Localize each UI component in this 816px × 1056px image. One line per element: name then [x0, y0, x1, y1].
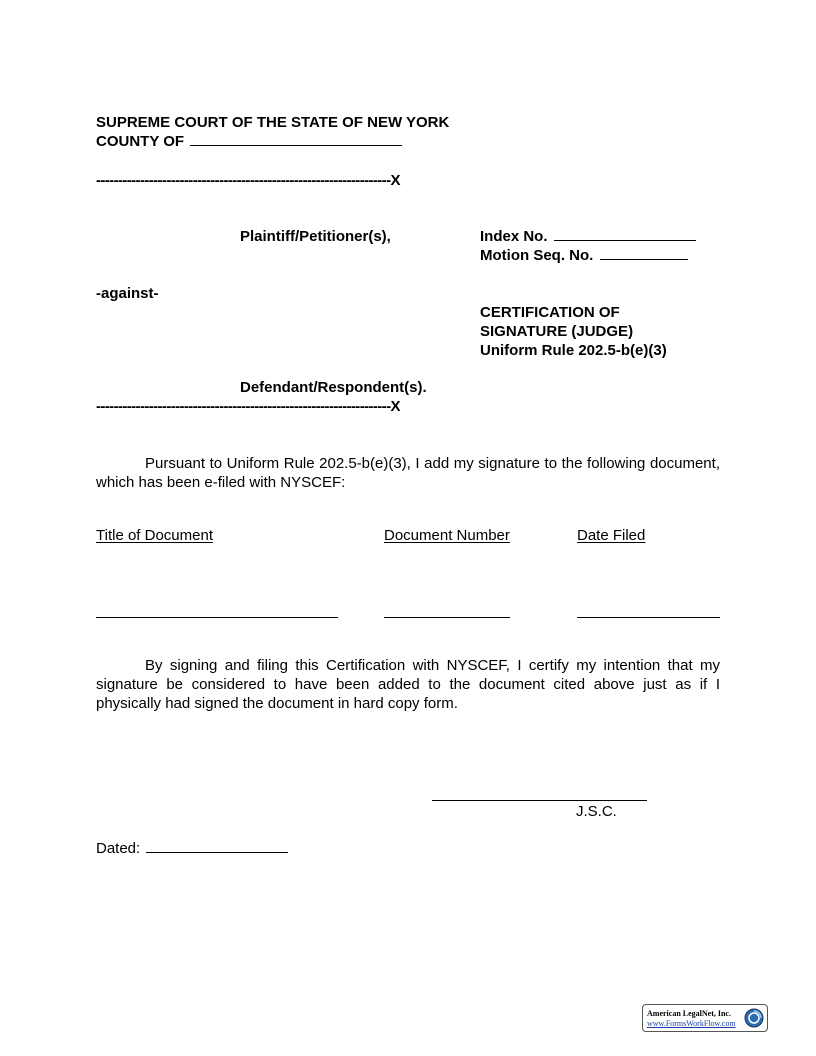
certification-rule: Uniform Rule 202.5-b(e)(3) — [480, 342, 667, 359]
index-number-label: Index No. — [480, 228, 548, 245]
paragraph-pursuant-text: Pursuant to Uniform Rule 202.5-b(e)(3), I add my signature to the following document, which has been e-filed with NYSCEF: — [96, 455, 720, 491]
index-number-line — [480, 228, 696, 245]
column-date-filed: Date Filed — [577, 527, 646, 544]
caption-bottom-divider: -------------------------------------------------------------------X — [96, 398, 400, 415]
certification-title-2: SIGNATURE (JUDGE) — [480, 323, 634, 340]
logo-url[interactable]: www.FormsWorkFlow.com — [647, 1019, 736, 1028]
judge-signature-line[interactable] — [432, 800, 647, 801]
dated-label: Dated: — [96, 840, 141, 857]
index-number-blank[interactable] — [554, 228, 696, 241]
caption-top-divider: -------------------------------------------------------------------X — [96, 172, 400, 189]
column-title-of-document: Title of Document — [96, 527, 213, 544]
column-document-number: Document Number — [384, 527, 510, 544]
jsc-label: J.S.C. — [576, 803, 617, 820]
paragraph-certify-text: By signing and filing this Certification with NYSCEF, I certify my intention that my signature be considered to have been added to the document cited above just as if I physically had signed the document in hard copy form. — [96, 657, 720, 712]
court-name: SUPREME COURT OF THE STATE OF NEW YORK — [96, 114, 450, 131]
motion-seq-line — [480, 247, 688, 264]
county-blank[interactable] — [190, 133, 402, 146]
against-label: -against- — [96, 285, 159, 302]
dated-blank[interactable] — [146, 840, 288, 853]
title-of-document-blank[interactable] — [96, 617, 338, 618]
dated-line — [96, 840, 288, 857]
logo-company-name: American LegalNet, Inc. — [647, 1009, 731, 1018]
american-legalnet-logo[interactable] — [642, 1004, 768, 1032]
county-line — [96, 133, 402, 150]
motion-seq-blank[interactable] — [600, 247, 688, 260]
paragraph-pursuant — [96, 454, 720, 492]
plaintiff-label: Plaintiff/Petitioner(s), — [240, 228, 391, 245]
paragraph-certify — [96, 656, 720, 713]
motion-seq-label: Motion Seq. No. — [480, 247, 594, 264]
document-number-blank[interactable] — [384, 617, 510, 618]
certification-title-1: CERTIFICATION OF — [480, 304, 620, 321]
globe-icon — [744, 1008, 764, 1028]
county-label: COUNTY OF — [96, 133, 185, 150]
defendant-label: Defendant/Respondent(s). — [240, 379, 427, 396]
date-filed-blank[interactable] — [577, 617, 720, 618]
